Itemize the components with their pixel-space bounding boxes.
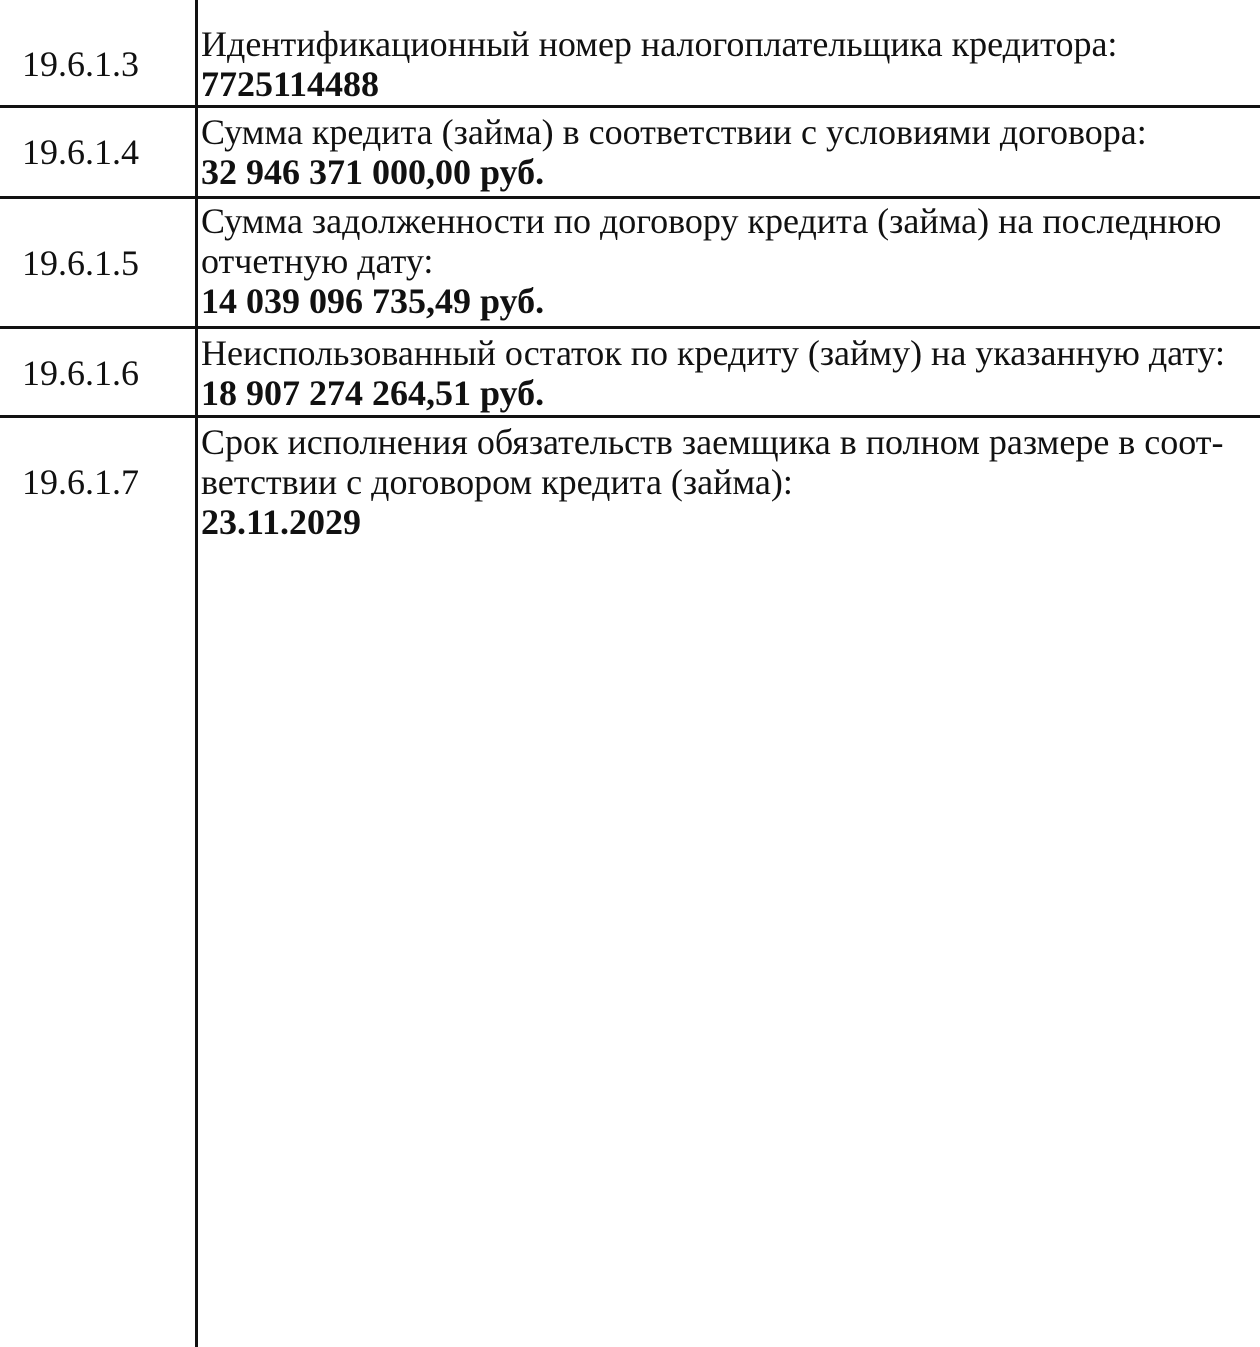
row-value: 18 907 274 264,51 руб. — [201, 373, 545, 413]
row-label: Сумма кредита (займа) в соответствии с условиями договора: — [201, 112, 1147, 152]
row-label: Идентификационный номер налогоплательщика кредитора: — [201, 24, 1118, 64]
row-value: 7725114488 — [201, 64, 380, 104]
row-description — [201, 333, 1253, 413]
row-value: 23.11.2029 — [201, 502, 362, 542]
row-number: 19.6.1.3 — [22, 44, 139, 84]
row-label: Неиспользованный остаток по кредиту (займу) на указанную дату: — [201, 333, 1225, 373]
table-row — [0, 329, 1260, 418]
table-row — [0, 418, 1260, 1347]
table-row — [0, 199, 1260, 329]
table-row — [0, 108, 1260, 199]
row-number: 19.6.1.5 — [22, 243, 139, 283]
row-number: 19.6.1.4 — [22, 132, 139, 172]
row-label-line-2: отчетную дату: — [201, 241, 434, 281]
row-label-line-2: ветствии с договором кредита (займа): — [201, 462, 793, 502]
row-label-line-1: Срок исполнения обязательств заемщика в полном размере в соот- — [201, 422, 1224, 462]
row-description — [201, 112, 1253, 192]
row-description — [201, 24, 1253, 104]
row-number: 19.6.1.7 — [22, 462, 139, 502]
row-description — [201, 422, 1253, 542]
row-number: 19.6.1.6 — [22, 353, 139, 393]
table-row — [0, 0, 1260, 108]
row-value: 32 946 371 000,00 руб. — [201, 152, 545, 192]
row-label-line-1: Сумма задолженности по договору кредита (займа) на последнюю — [201, 201, 1222, 241]
row-value: 14 039 096 735,49 руб. — [201, 281, 545, 321]
row-description — [201, 201, 1253, 321]
